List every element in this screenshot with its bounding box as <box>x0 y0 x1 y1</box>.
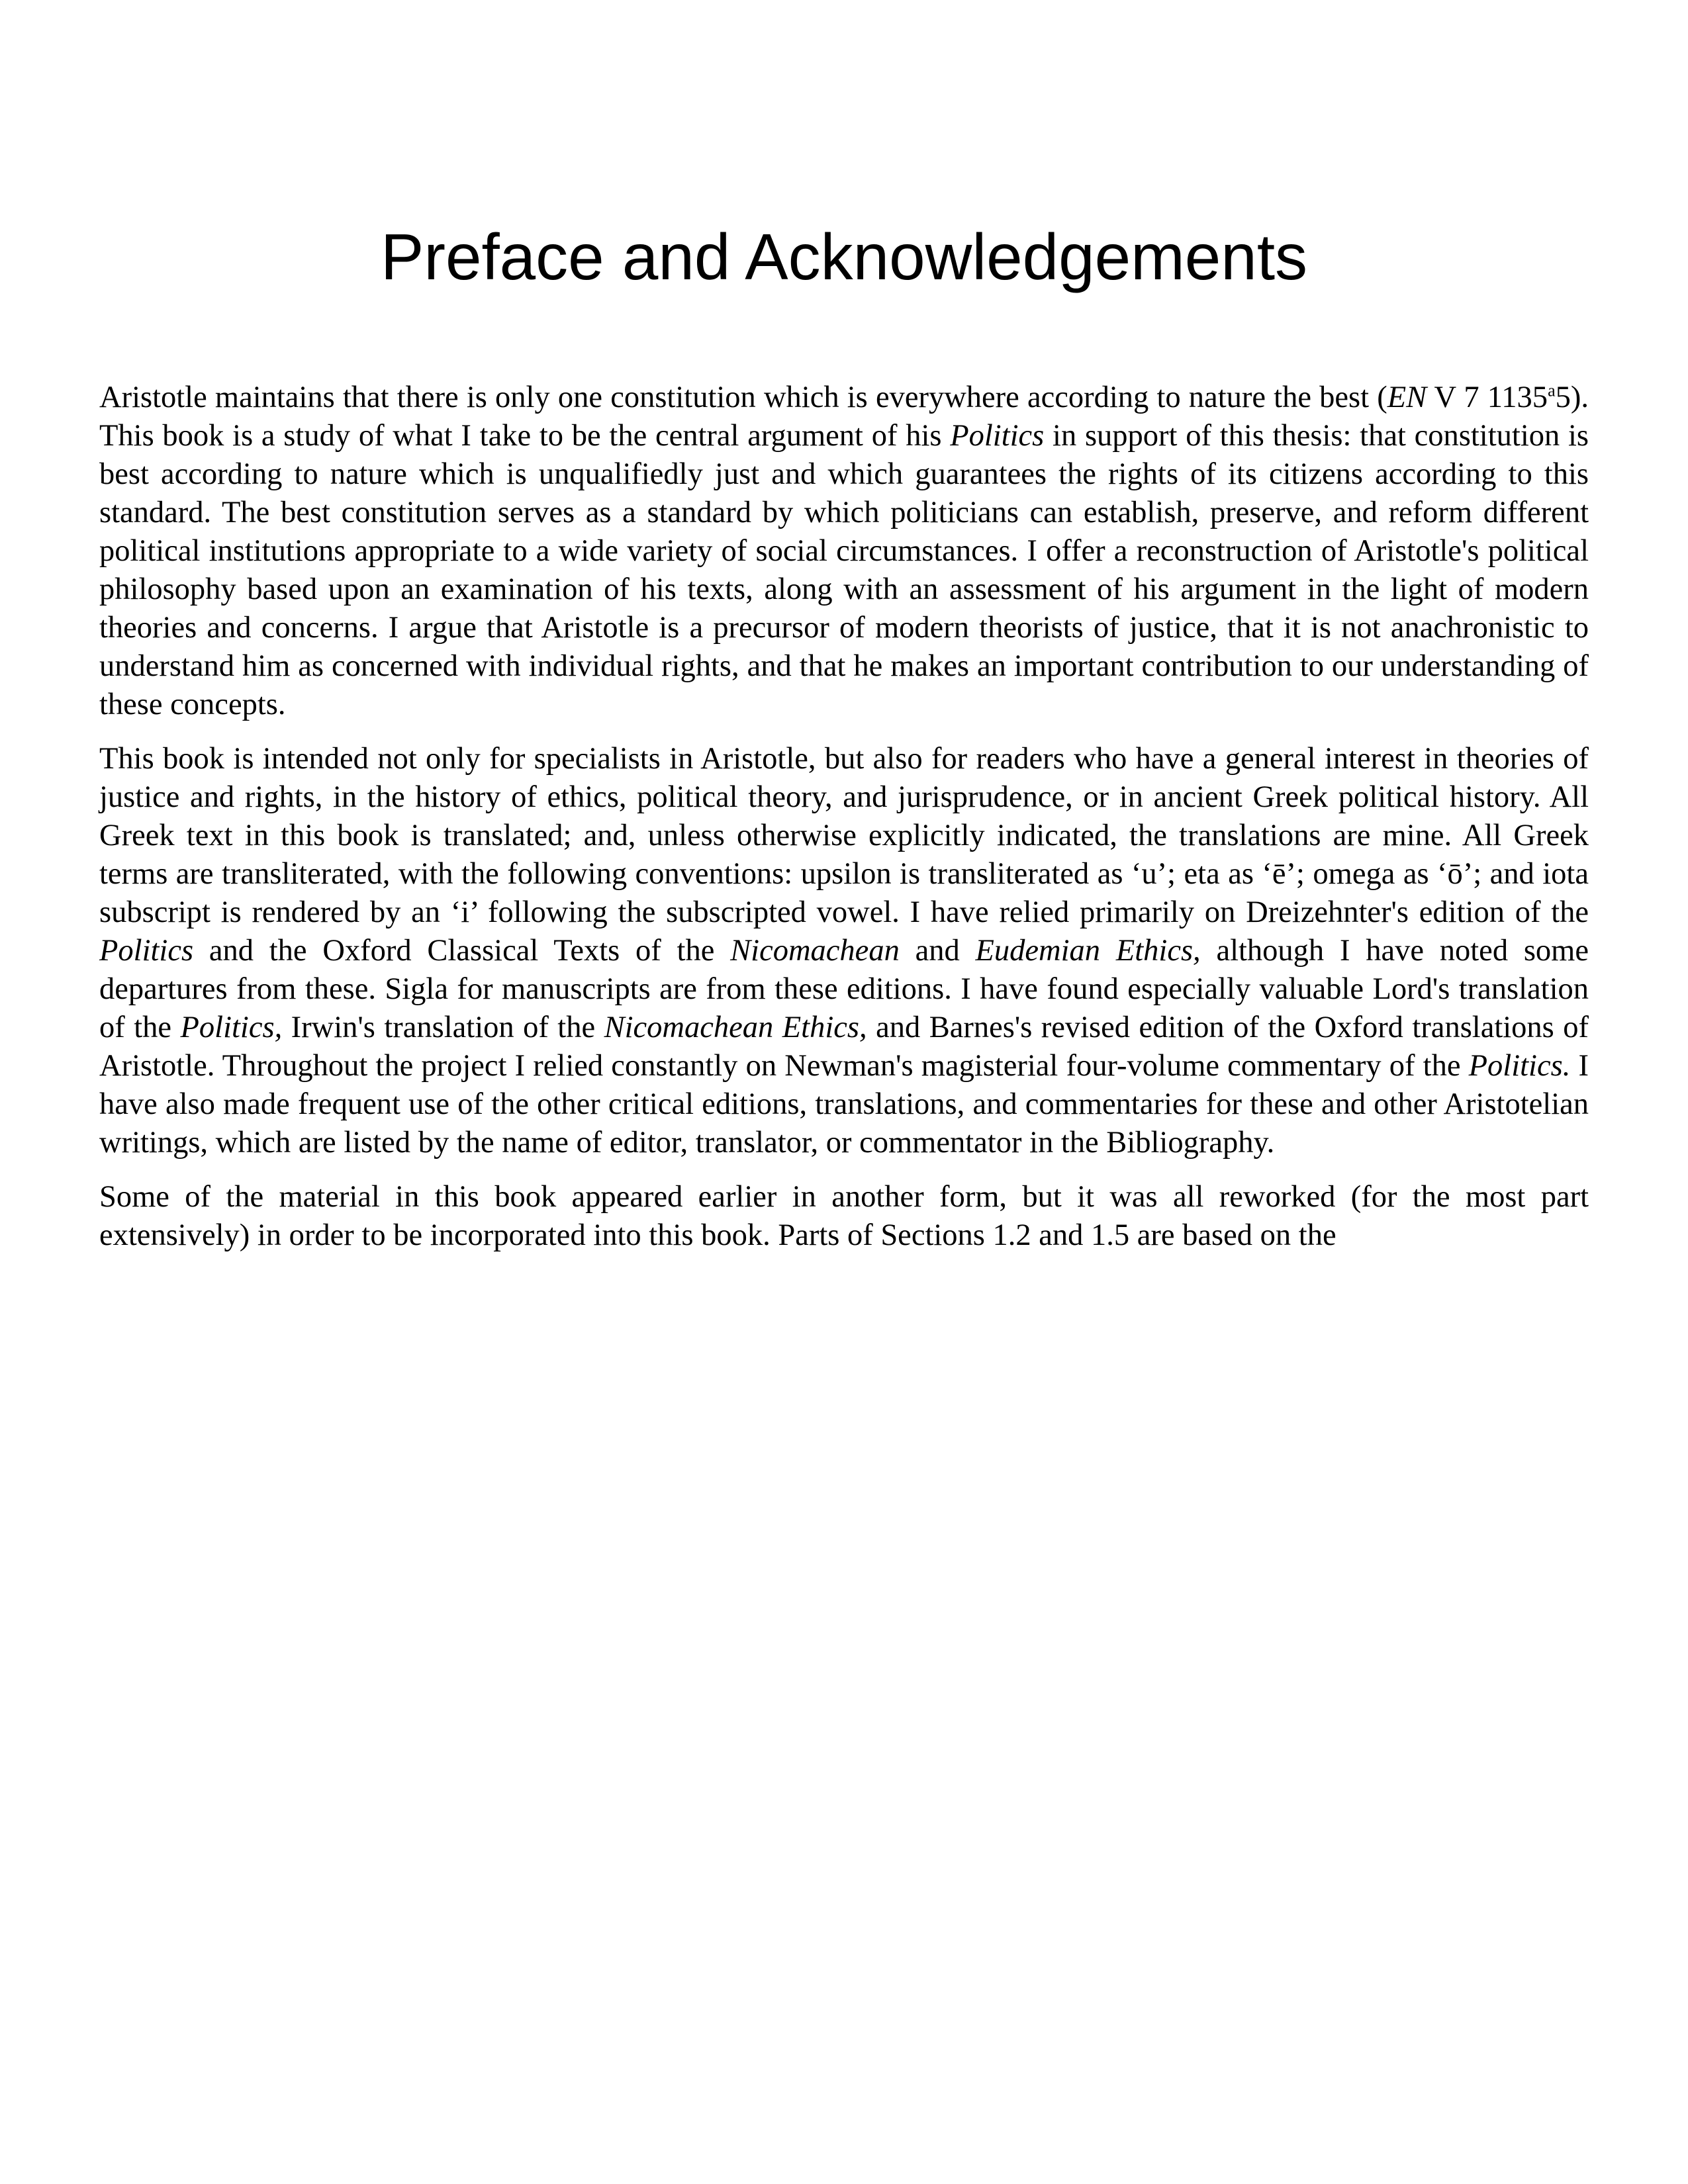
italic-text: Nicomachean Ethics, <box>604 1011 867 1044</box>
italic-text: Politics. <box>1468 1049 1571 1083</box>
text-run: and Barnes's revised edition of the Oxford translations of Aristotle. Throughout the project I relied constantly on Newman's magisterial four-volume commentary of the <box>99 1011 1589 1083</box>
text-run: in support of this thesis: that constitution is best according to nature which is unqualifiedly just and which guarantees the rights of its citizens according to this standard. The best constitution serves as a standard by which politicians can establish, preserve, and reform different political institutions appropriate to a wide variety of social circumstances. I offer a reconstruction of Aristotle's political philosophy based upon an examination of his texts, along with an assessment of his argument in the light of modern theories and concerns. I argue that Aristotle is a precursor of modern theorists of justice, that it is not anachronistic to understand him as concerned with individual rights, and that he makes an important contribution to our understanding of these concepts. <box>99 419 1589 721</box>
italic-text: Eudemian Ethics, <box>975 934 1201 968</box>
italic-text: Politics <box>99 934 194 968</box>
page-title: Preface and Acknowledgements <box>380 220 1308 293</box>
text-run: This book is intended not only for specialists in Aristotle, but also for readers who have a general interest in theories of justice and rights, in the history of ethics, political theory, and jurisprudence, or in ancient Greek political history. All Greek text in this book is translated; and, unless otherwise explicitly indicated, the translations are mine. All Greek terms are transliterated, with the following conventions: upsilon is transliterated as ‘u’; eta as ‘ē’; omega as ‘ō’; and iota subscript is rendered by an ‘i’ following the subscripted vowel. I have relied primarily on Dreizehnter's edition of the <box>99 742 1589 929</box>
text-run: and the Oxford Classical Texts of the <box>193 934 731 968</box>
text-run: Aristotle maintains that there is only one constitution which is everywhere according to nature the best ( <box>99 381 1387 414</box>
text-run: I have also made frequent use of the other critical editions, translations, and commentaries for these and other Aristotelian writings, which are listed by the name of editor, translator, or commentator in the Bibliography. <box>99 1049 1589 1160</box>
text-run: Some of the material in this book appeared earlier in another form, but it was all reworked (for the most part extensively) in order to be incorporated into this book. Parts of Sections 1.2 and 1.5 are based on the <box>99 1180 1589 1252</box>
paragraph-2 <box>99 740 1589 1162</box>
italic-text: EN <box>1387 381 1427 414</box>
superscript: a <box>1548 381 1556 400</box>
text-run: V 7 1135 <box>1427 381 1548 414</box>
italic-text: Nicomachean <box>730 934 900 968</box>
italic-text: Politics, <box>180 1011 283 1044</box>
paragraph-1 <box>99 379 1589 724</box>
paragraph-3 <box>99 1178 1589 1255</box>
text-run: and <box>899 934 976 968</box>
text-run: 5). This book is a study of what I take to be the central argument of his <box>99 381 1589 453</box>
text-run: Irwin's translation of the <box>282 1011 604 1044</box>
text-run: although I have noted some departures from these. Sigla for manuscripts are from these editions. I have found especially valuable Lord's translation of the <box>99 934 1589 1044</box>
italic-text: Politics <box>950 419 1045 453</box>
body-text <box>99 379 1589 1255</box>
